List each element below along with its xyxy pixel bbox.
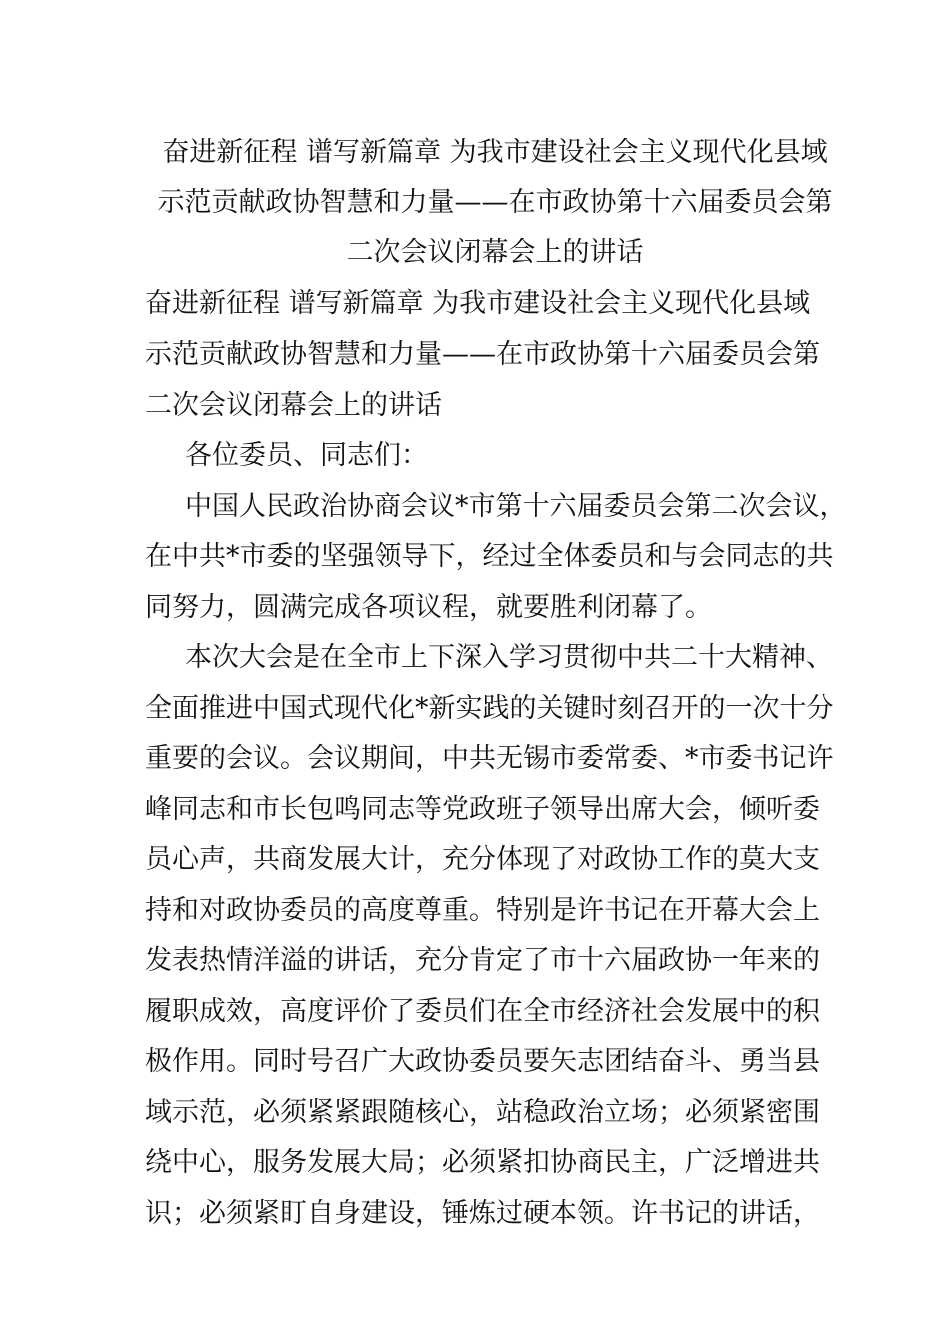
document-body [145, 431, 847, 1239]
paragraph-line: 峰同志和市长包鸣同志等党政班子领导出席大会，倾听委 [145, 793, 820, 825]
repeated-title-line: 二次会议闭幕会上的讲话 [145, 390, 442, 421]
repeated-title-line: 示范贡献政协智慧和力量——在市政协第十六届委员会第 [145, 339, 820, 370]
document-title [135, 128, 855, 278]
paragraph-line: 全面推进中国式现代化*新实践的关键时刻召开的一次十分 [145, 692, 834, 724]
paragraph-line: 识；必须紧盯自身建设，锤炼过硬本领。许书记的讲话， [145, 1197, 820, 1229]
paragraph-line: 同努力，圆满完成各项议程，就要胜利闭幕了。 [145, 591, 712, 623]
paragraph-line: 重要的会议。会议期间，中共无锡市委常委、*市委书记许 [145, 743, 834, 774]
paragraph-line: 中国人民政治协商会议*市第十六届委员会第二次会议， [185, 490, 847, 522]
paragraph-line: 绕中心，服务发展大局；必须紧扣协商民主，广泛增进共 [145, 1147, 820, 1178]
paragraph-1 [145, 482, 847, 634]
paragraph-line: 员心声，共商发展大计，充分体现了对政协工作的莫大支 [145, 844, 820, 875]
title-line: 二次会议闭幕会上的讲话 [346, 237, 644, 268]
paragraph-line: 域示范，必须紧紧跟随核心，站稳政治立场；必须紧密围 [145, 1096, 820, 1128]
repeated-title [145, 278, 835, 431]
paragraph-line: 持和对政协委员的高度尊重。特别是许书记在开幕大会上 [145, 894, 820, 926]
document-page [145, 128, 847, 1239]
paragraph-line: 发表热情洋溢的讲话，充分肯定了市十六届政协一年来的 [145, 945, 820, 976]
paragraph-line: 履职成效，高度评价了委员们在全市经济社会发展中的积 [145, 995, 820, 1027]
paragraph-line: 极作用。同时号召广大政协委员要矢志团结奋斗、勇当县 [145, 1046, 820, 1077]
greeting: 各位委员、同志们： [185, 440, 428, 471]
paragraph-2 [145, 633, 835, 1239]
title-line: 示范贡献政协智慧和力量——在市政协第十六届委员会第 [157, 187, 833, 218]
paragraph-line: 在中共*市委的坚强领导下，经过全体委员和与会同志的共 [145, 541, 834, 572]
repeated-title-line: 奋进新征程 谱写新篇章 为我市建设社会主义现代化县域 [145, 288, 811, 319]
paragraph-line: 本次大会是在全市上下深入学习贯彻中共二十大精神、 [185, 642, 833, 673]
title-line: 奋进新征程 谱写新篇章 为我市建设社会主义现代化县域 [162, 137, 828, 168]
